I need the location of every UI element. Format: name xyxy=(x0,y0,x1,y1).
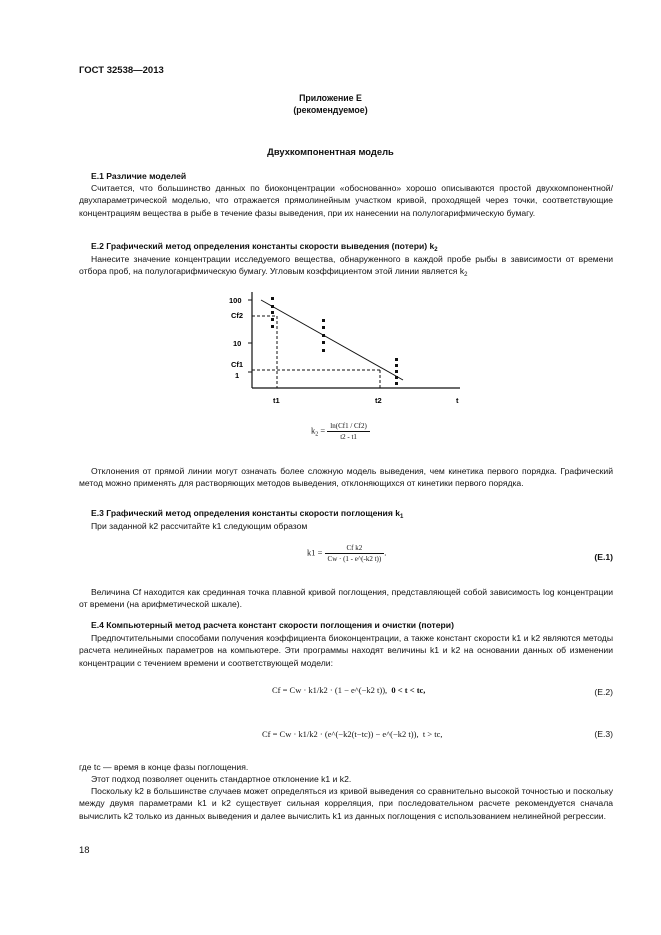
y-tick-1: 1 xyxy=(235,371,240,380)
where-tc: где tc — время в конце фазы поглощения. xyxy=(79,762,249,772)
data-point xyxy=(271,325,274,328)
section-e4-p3: Поскольку k2 в большинстве случаев может определяться из кривой выведения со сравнительно высокой точностью и поскольку между двумя параметрами k1 и k2 существует сильная корреляция, при последовательном расчете рекомендуется сначала вычислить k2 только из данных выведения и далее вычислить k1 из данных поглощения с использованием нелинейной регрессии. xyxy=(79,786,613,821)
y-tick-cf2: Сf2 xyxy=(231,311,244,320)
y-tick-cf1: Сf1 xyxy=(231,360,244,369)
x-tick-t1: t1 xyxy=(273,396,280,405)
k1-formula: k1 = $\frac{\text{Cf k2}}{Cw \cdot (1 - e\^{}(-k2 t))}$ . xyxy=(307,544,387,563)
data-point xyxy=(395,370,398,373)
section-e4-p2: Этот подход позволяет оценить стандартное отклонение k1 и k2. xyxy=(91,774,352,784)
data-point xyxy=(322,326,325,329)
data-point xyxy=(322,349,325,352)
x-axis-label-t: t xyxy=(456,396,459,405)
data-point xyxy=(395,376,398,379)
section-e4-text: Предпочтительными способами получения коэффициента биоконцентрации, а также констант скорости k1 и k2 являются методы расчета нелинейных параметров на компьютере. Эти программы находят величины k1 и k2 на основании данных об изменении концентрации с течением времени и соответствующей модели: xyxy=(79,633,613,668)
section-e1-text: Считается, что большинство данных по биоконцентрации «обоснованно» хорошо описываются простой двухкомпонентной/двухпараметрической моделью, что отражается прямолинейным участком кривой, проходящей через точки, соответствующие концентрациям вещества в рыбе в течение фазы выведения, при их нанесении на полулогарифмическую бумагу. xyxy=(79,183,613,218)
section-e2-heading: Е.2 Графический метод определения константы скорости выведения (потери) $k_2$ xyxy=(91,241,438,253)
data-points-group-1 xyxy=(271,297,274,328)
data-points-group-3 xyxy=(395,358,398,385)
document-header: ГОСТ 32538—2013 xyxy=(79,65,164,76)
section-e3-heading: Е.3 Графический метод определения константы скорости поглощения $k_1$ xyxy=(91,508,404,520)
data-point xyxy=(322,319,325,322)
y-tick-10: 10 xyxy=(233,339,242,348)
section-e2-after: Отклонения от прямой линии могут означать более сложную модель выведения, чем кинетика первого порядка. Графический метод можно применять для растворяющих методов выведения, отклоняющихся от кинетики первого порядка. xyxy=(79,466,613,489)
data-points-group-2 xyxy=(322,319,325,352)
data-point xyxy=(271,311,274,314)
page-number: 18 xyxy=(79,845,90,856)
section-e3-after: Величина Сf находится как срединная точка плавной кривой поглощения, представляющей собой зависимость log концентрации от времени (на арифметической шкале). xyxy=(79,587,613,610)
equation-e2: Cf = Cw · k1/k2 · (1 − e^(−k2 t)), 0 < t < tc, xyxy=(272,685,426,695)
section-e2-text: Нанесите значение концентрации исследуемого вещества, обнаруженного в каждой пробе рыбы в зависимости от времени отбора проб, на полулогарифмическую бумагу. Угловым коэффициентом этой линии является $k_2$ xyxy=(79,254,613,279)
eq-number-e3: (Е.3) xyxy=(594,729,613,739)
data-point xyxy=(395,382,398,385)
data-point xyxy=(322,341,325,344)
annex-title: Приложение Е xyxy=(299,93,362,103)
data-point xyxy=(271,318,274,321)
regression-line xyxy=(261,300,403,380)
elimination-graph xyxy=(225,288,470,410)
annex-status: (рекомендуемое) xyxy=(293,105,368,115)
section-e1-heading: Е.1 Различие моделей xyxy=(91,171,187,181)
page-title: Двухкомпонентная модель xyxy=(267,146,394,157)
x-tick-t2: t2 xyxy=(375,396,382,405)
data-point xyxy=(271,297,274,300)
data-point xyxy=(322,334,325,337)
data-point xyxy=(271,305,274,308)
section-e4-heading: Е.4 Компьютерный метод расчета констант скорости поглощения и очистки (потери) xyxy=(91,620,454,630)
eq-number-e1: (Е.1) xyxy=(594,552,613,562)
y-tick-100: 100 xyxy=(229,296,242,305)
data-point xyxy=(395,364,398,367)
equation-e3: Cf = Cw · k1/k2 · (e^(−k2(t−tc)) − e^(−k2 t)), t > tc, xyxy=(262,729,443,739)
section-e3-intro: При заданной k2 рассчитайте k1 следующим образом xyxy=(91,521,308,531)
k2-formula: $k_2$ = $\frac{\ln(Cf1 / Cf2)}{t2 - t1}$ xyxy=(311,421,370,442)
data-point xyxy=(395,358,398,361)
eq-number-e2: (Е.2) xyxy=(594,687,613,697)
